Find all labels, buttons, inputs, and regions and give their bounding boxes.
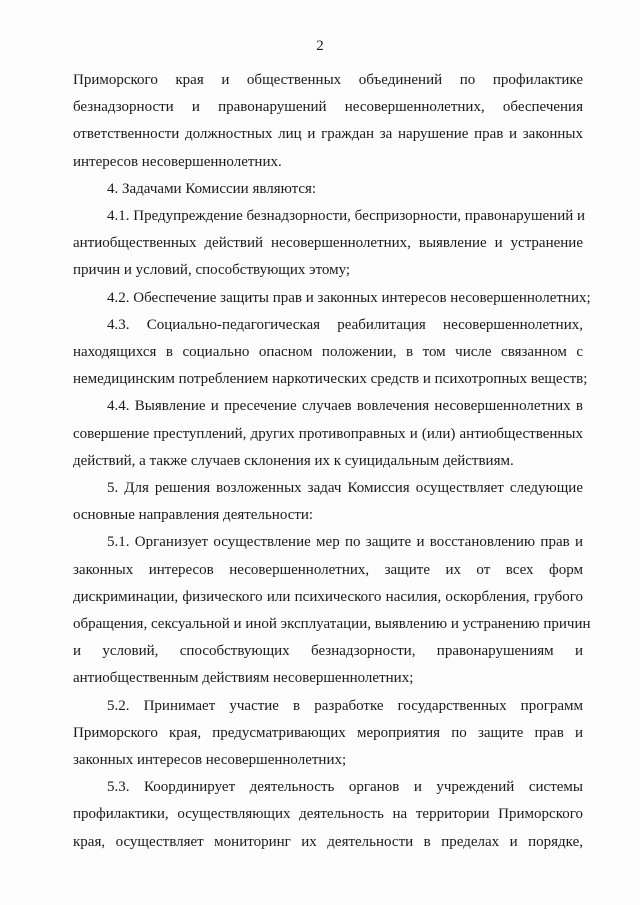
text-line: края, осуществляет мониторинг их деятельности в пределах и порядке,	[73, 833, 583, 850]
text-line: причин и условий, способствующих этому;	[73, 262, 351, 279]
text-line: профилактики, осуществляющих деятельность на территории Приморского	[73, 806, 583, 823]
text-line: обращения, сексуальной и иной эксплуатации, выявлению и устранению причин	[73, 616, 591, 632]
text-line: безнадзорности и правонарушений несовершеннолетних, обеспечения	[73, 99, 583, 116]
text-line: основные направления деятельности:	[73, 507, 314, 524]
text-line: 5.3. Координирует деятельность органов и учреждений системы	[107, 779, 583, 796]
text-line: антиобщественных действий несовершеннолетних, выявление и устранение	[73, 235, 583, 252]
text-line: 5.1. Организует осуществление мер по защите и восстановлению прав и	[107, 534, 583, 551]
text-line: действий, а также случаев склонения их к суицидальным действиям.	[73, 452, 514, 469]
text-line: немедицинским потреблением наркотических средств и психотропных веществ;	[73, 371, 588, 388]
text-line: интересов несовершеннолетних.	[73, 153, 282, 170]
text-line: 5. Для решения возложенных задач Комиссия осуществляет следующие	[107, 480, 583, 496]
text-line: антиобщественным действиям несовершеннолетних;	[73, 670, 414, 687]
text-line: находящихся в социально опасном положении, в том числе связанном с	[73, 344, 583, 360]
text-line: дискриминации, физического или психического насилия, оскорбления, грубого	[73, 588, 583, 605]
text-line: 4. Задачами Комиссии являются:	[107, 180, 317, 197]
text-line: совершение преступлений, других противоправных и (или) антиобщественных	[73, 425, 583, 442]
text-line: 4.2. Обеспечение защиты прав и законных интересов несовершеннолетних;	[107, 289, 591, 306]
text-line: ответственности должностных лиц и граждан за нарушение прав и законных	[73, 126, 583, 143]
text-line: 4.1. Предупреждение безнадзорности, беспризорности, правонарушений и	[107, 208, 586, 224]
text-line: 4.3. Социально-педагогическая реабилитация несовершеннолетних,	[107, 316, 583, 333]
text-line: Приморского края, предусматривающих мероприятия по защите прав и	[73, 724, 583, 741]
text-line: Приморского края и общественных объединений по профилактике	[73, 72, 583, 88]
text-line: и условий, способствующих безнадзорности, правонарушениям и	[73, 643, 583, 660]
text-line: законных интересов несовершеннолетних, защите их от всех форм	[73, 561, 583, 578]
text-line: законных интересов несовершеннолетних;	[73, 752, 347, 768]
text-line: 5.2. Принимает участие в разработке государственных программ	[107, 697, 583, 714]
page-number: 2	[316, 38, 324, 54]
text-line: 4.4. Выявление и пресечение случаев вовлечения несовершеннолетних в	[107, 398, 583, 415]
